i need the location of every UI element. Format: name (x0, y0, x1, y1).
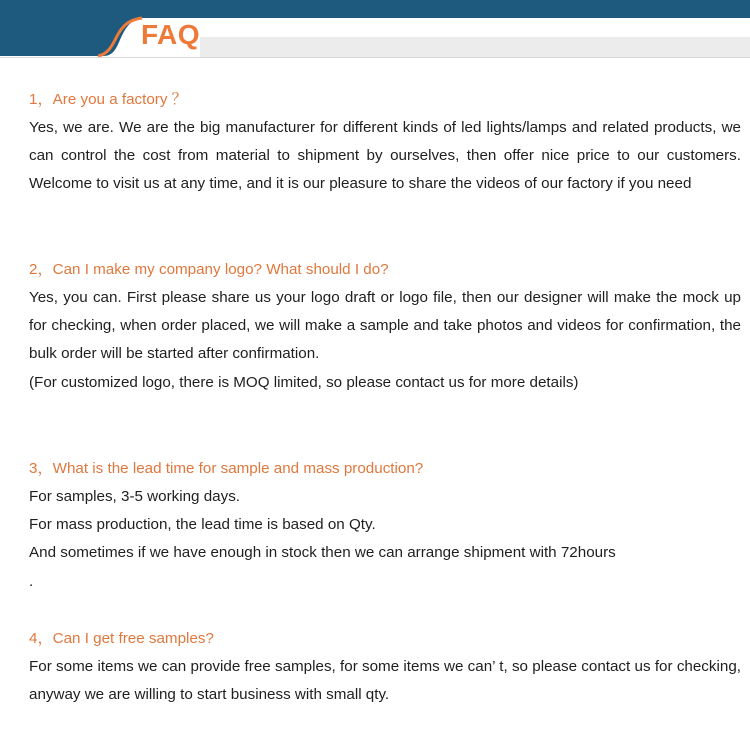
faq-header (0, 0, 750, 60)
header-top-band (0, 0, 750, 18)
header-bottom-line (0, 57, 750, 58)
header-banner-graphic (0, 0, 750, 60)
faq-question: 3，What is the lead time for sample and mass production? (29, 460, 424, 477)
faq-answer-line: . (29, 572, 34, 590)
page-title: FAQ (141, 19, 201, 50)
faq-question: 2，Can I make my company logo? What should I do? (29, 261, 389, 278)
faq-answer-line: For mass production, the lead time is based on Qty. (29, 516, 376, 534)
faq-answer: Yes, you can. First please share us your logo draft or logo file, then our designer will make the mock up for checking, when order placed, we will make a sample and take photos and videos for confirmation, the bulk order will be started after confirmation. (29, 289, 741, 363)
faq-answer-note: (For customized logo, there is MOQ limited, so please contact us for more details) (29, 373, 579, 391)
faq-item (29, 256, 741, 397)
header-gray-strip (200, 37, 750, 57)
faq-answer: For some items we can provide free samples, for some items we can’ t, so please contact us for checking, anyway we are willing to start business with small qty. (29, 658, 741, 704)
faq-question: 1，Are you a factory ？ (29, 91, 187, 108)
faq-question: 4，Can I get free samples? (29, 630, 214, 647)
faq-item (29, 625, 741, 709)
faq-answer-line: And sometimes if we have enough in stock then we can arrange shipment with 72hours (29, 544, 616, 562)
faq-answer: Yes, we are. We are the big manufacturer for different kinds of led lights/lamps and related products, we can control the cost from material to shipment by ourselves, then offer nice price to our customers. Welcome to visit us at any time, and it is our pleasure to share the videos of our factory if you need (29, 119, 741, 193)
faq-item (29, 86, 741, 199)
faq-answer-line: For samples, 3-5 working days. (29, 488, 241, 505)
faq-item (29, 455, 741, 596)
